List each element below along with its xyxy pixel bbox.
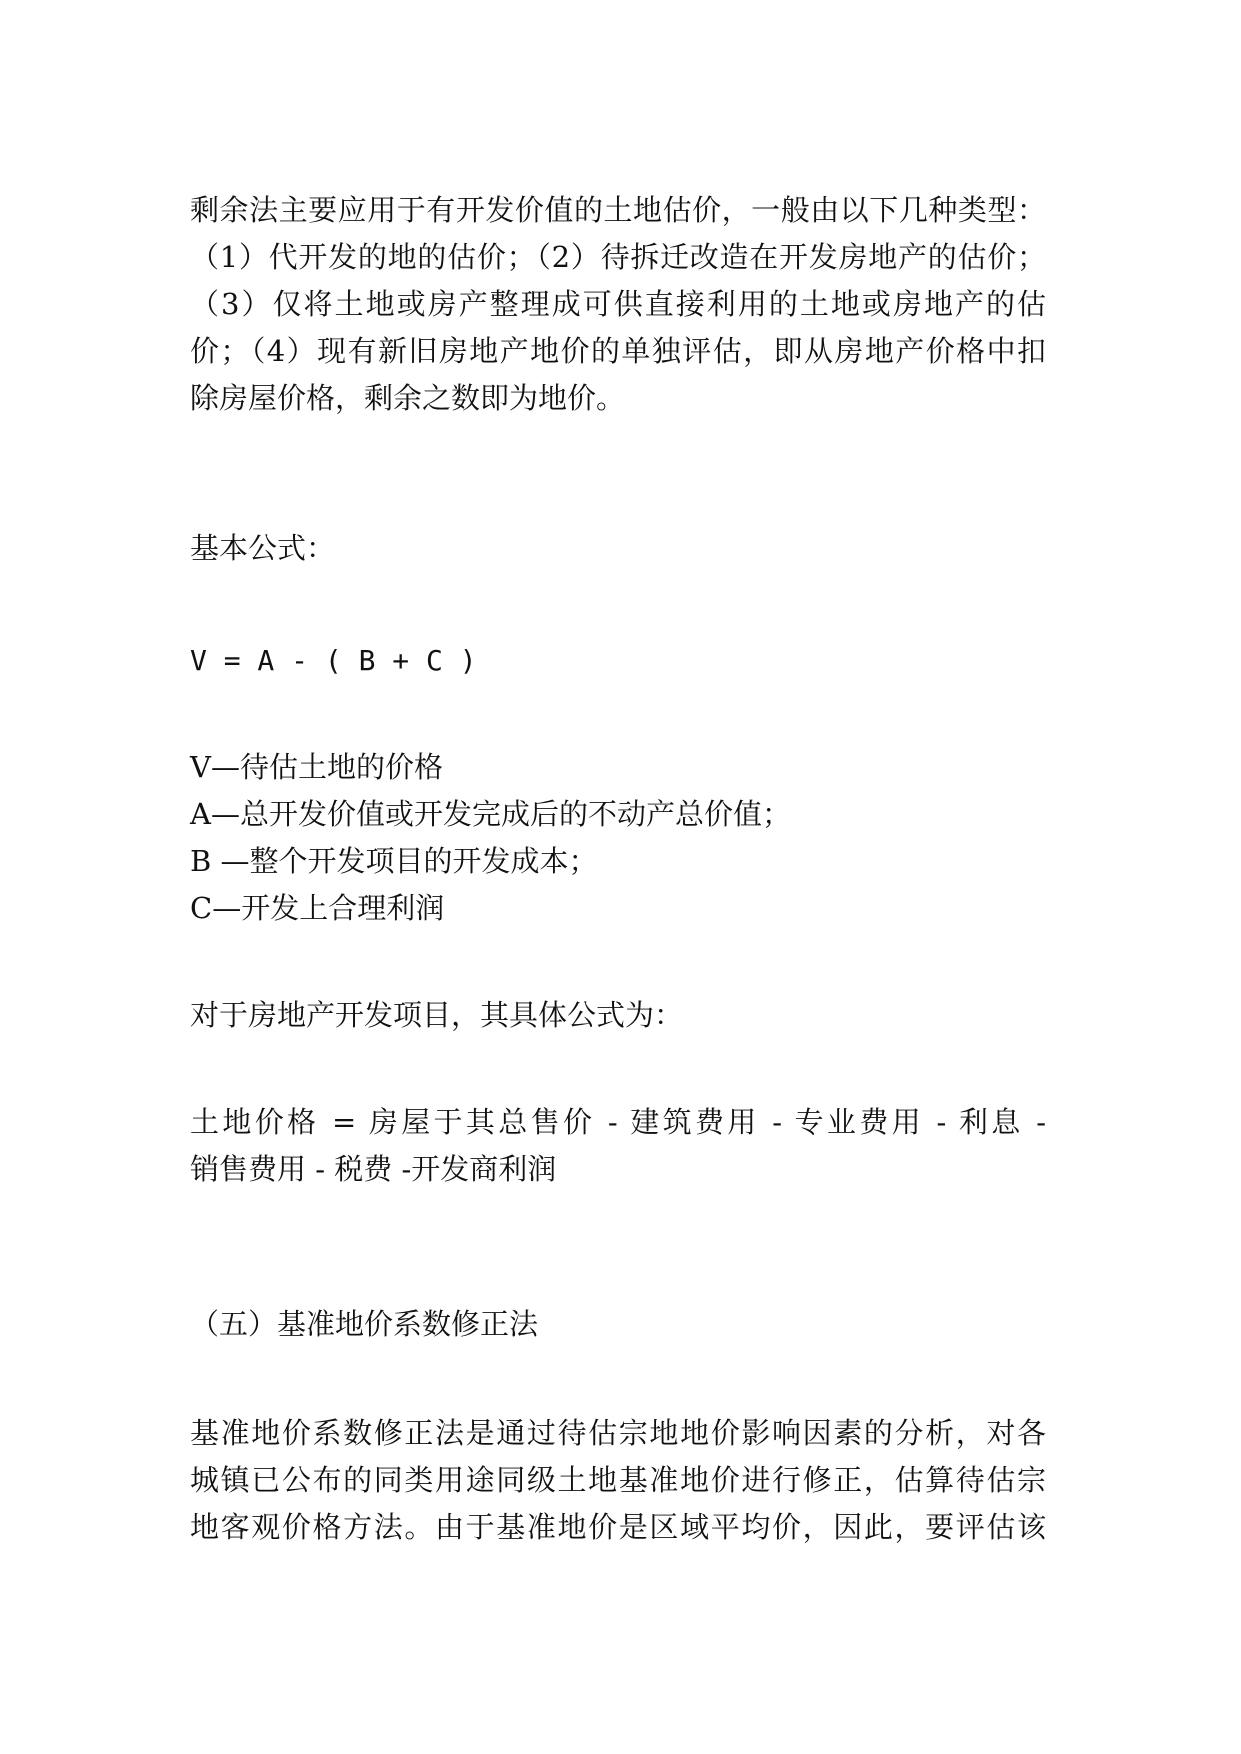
paragraph-1-line-3: （3）仅将土地或房产整理成可供直接利用的土地或房地产的估	[190, 287, 1046, 321]
formula-heading: 基本公式：	[190, 531, 336, 565]
paragraph-2-line-2: 城镇已公布的同类用途同级土地基准地价进行修正，估算待估宗	[190, 1463, 1046, 1497]
paragraph-1-line-5: 除房屋价格，剩余之数即为地价。	[190, 381, 626, 415]
real-estate-formula-line-1: 土地价格 = 房屋于其总售价 - 建筑费用 - 专业费用 - 利息 -	[190, 1105, 1046, 1139]
real-estate-intro: 对于房地产开发项目，其具体公式为：	[190, 998, 684, 1032]
paragraph-2-line-1: 基准地价系数修正法是通过待估宗地地价影响因素的分析，对各	[190, 1416, 1046, 1450]
definition-v: V—待估土地的价格	[190, 750, 443, 784]
basic-formula: V = A - ( B + C )	[190, 644, 477, 677]
section-heading: （五）基准地价系数修正法	[190, 1307, 539, 1341]
paragraph-2-line-3: 地客观价格方法。由于基准地价是区域平均价，因此，要评估该	[190, 1510, 1046, 1544]
paragraph-1-line-2: （1）代开发的地的估价；（2）待拆迁改造在开发房地产的估价；	[190, 240, 1046, 274]
paragraph-1-line-4: 价；（4）现有新旧房地产地价的单独评估，即从房地产价格中扣	[190, 334, 1046, 368]
real-estate-formula-line-2: 销售费用 - 税费 -开发商利润	[190, 1152, 557, 1186]
definition-a: A—总开发价值或开发完成后的不动产总价值；	[190, 797, 791, 831]
definition-b: B —整个开发项目的开发成本；	[190, 844, 598, 878]
paragraph-1-line-1: 剩余法主要应用于有开发价值的土地估价，一般由以下几种类型：	[190, 193, 1046, 227]
definition-c: C—开发上合理利润	[190, 891, 445, 925]
